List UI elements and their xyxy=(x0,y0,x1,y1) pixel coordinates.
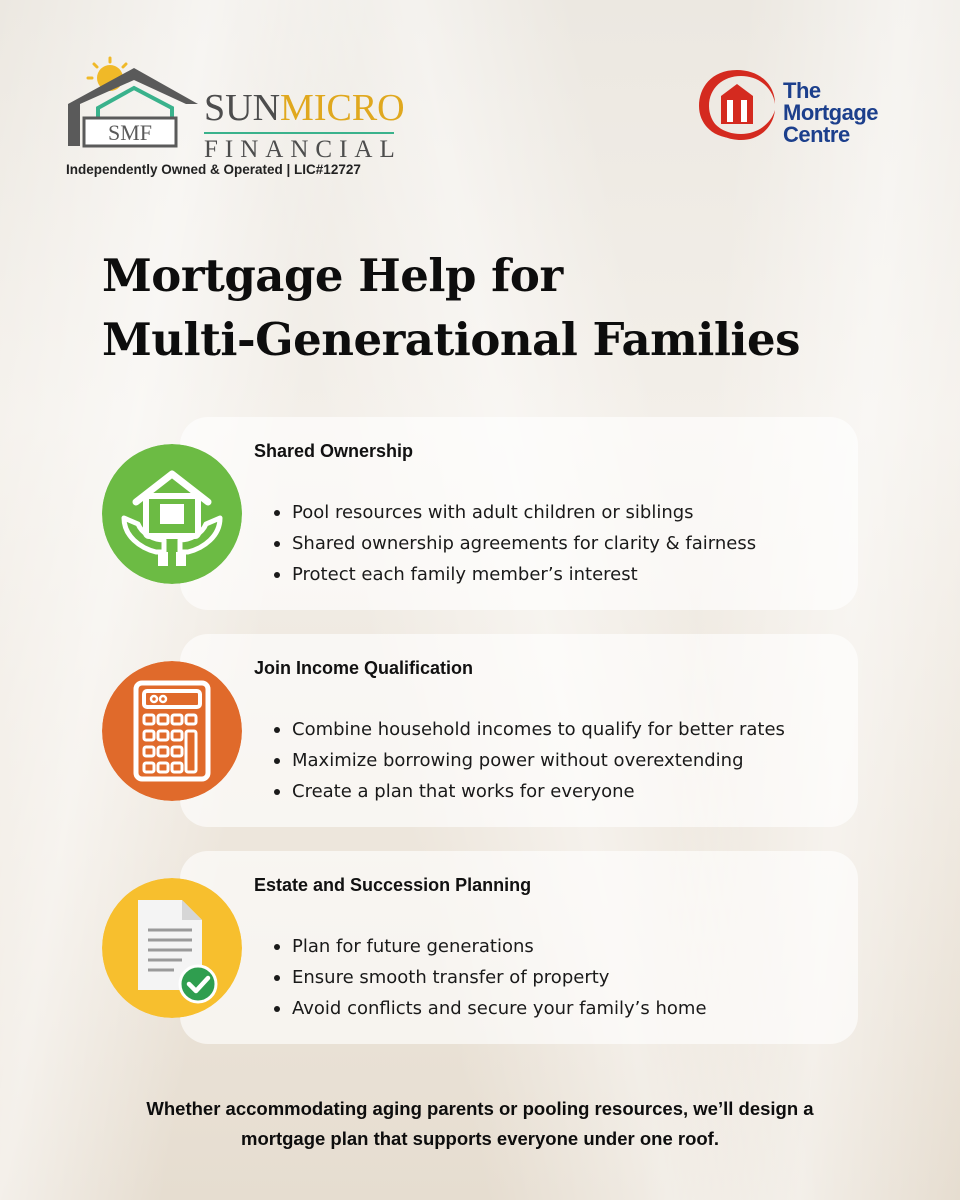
tmc-text-line3: Centre xyxy=(783,122,850,147)
footer-line1: Whether accommodating aging parents or pooling resources, we’ll design a xyxy=(146,1098,814,1119)
house-hands-icon xyxy=(102,444,242,584)
bullet-list xyxy=(254,714,785,807)
footer-line2: mortgage plan that supports everyone under one roof. xyxy=(241,1128,719,1149)
tmc-text xyxy=(783,80,878,146)
smf-brand-name xyxy=(204,88,405,128)
list-item: Maximize borrowing power without overextending xyxy=(254,745,785,776)
header xyxy=(0,0,960,200)
smf-brand-financial: FINANCIAL xyxy=(204,132,394,164)
list-item: Shared ownership agreements for clarity & fairness xyxy=(254,528,756,559)
bullet-list xyxy=(254,931,707,1024)
card-estate-succession-planning xyxy=(180,851,858,1044)
list-item: Pool resources with adult children or siblings xyxy=(254,497,756,528)
tmc-text-line1: The xyxy=(783,78,821,103)
list-item: Protect each family member’s interest xyxy=(254,559,756,590)
page-title-line2: Multi-Generational Families xyxy=(102,313,800,366)
list-item: Create a plan that works for everyone xyxy=(254,776,785,807)
document-check-icon xyxy=(102,878,242,1018)
smf-name-sun: SUN xyxy=(204,87,281,129)
tmc-text-line2: Mortgage xyxy=(783,100,878,125)
smf-mark-text: SMF xyxy=(107,120,153,145)
smf-house-sun-icon xyxy=(64,56,200,150)
card-join-income-qualification xyxy=(180,634,858,827)
card-title: Estate and Succession Planning xyxy=(254,875,532,895)
footer-statement xyxy=(40,1094,920,1154)
list-item: Combine household incomes to qualify for better rates xyxy=(254,714,785,745)
card-title: Join Income Qualification xyxy=(254,658,474,678)
sun-micro-financial-logo xyxy=(64,56,404,186)
card-shared-ownership xyxy=(180,417,858,610)
bullet-list xyxy=(254,497,756,590)
smf-name-micro: MICRO xyxy=(280,87,405,129)
page-title-line1: Mortgage Help for xyxy=(102,249,563,302)
license-text: Independently Owned & Operated | LIC#12727 xyxy=(66,162,361,177)
page-title xyxy=(102,244,902,372)
list-item: Ensure smooth transfer of property xyxy=(254,962,707,993)
list-item: Avoid conflicts and secure your family’s home xyxy=(254,993,707,1024)
tmc-house-swoosh-icon xyxy=(697,66,777,142)
list-item: Plan for future generations xyxy=(254,931,707,962)
card-title: Shared Ownership xyxy=(254,441,414,461)
the-mortgage-centre-logo xyxy=(697,66,907,156)
calculator-icon xyxy=(102,661,242,801)
